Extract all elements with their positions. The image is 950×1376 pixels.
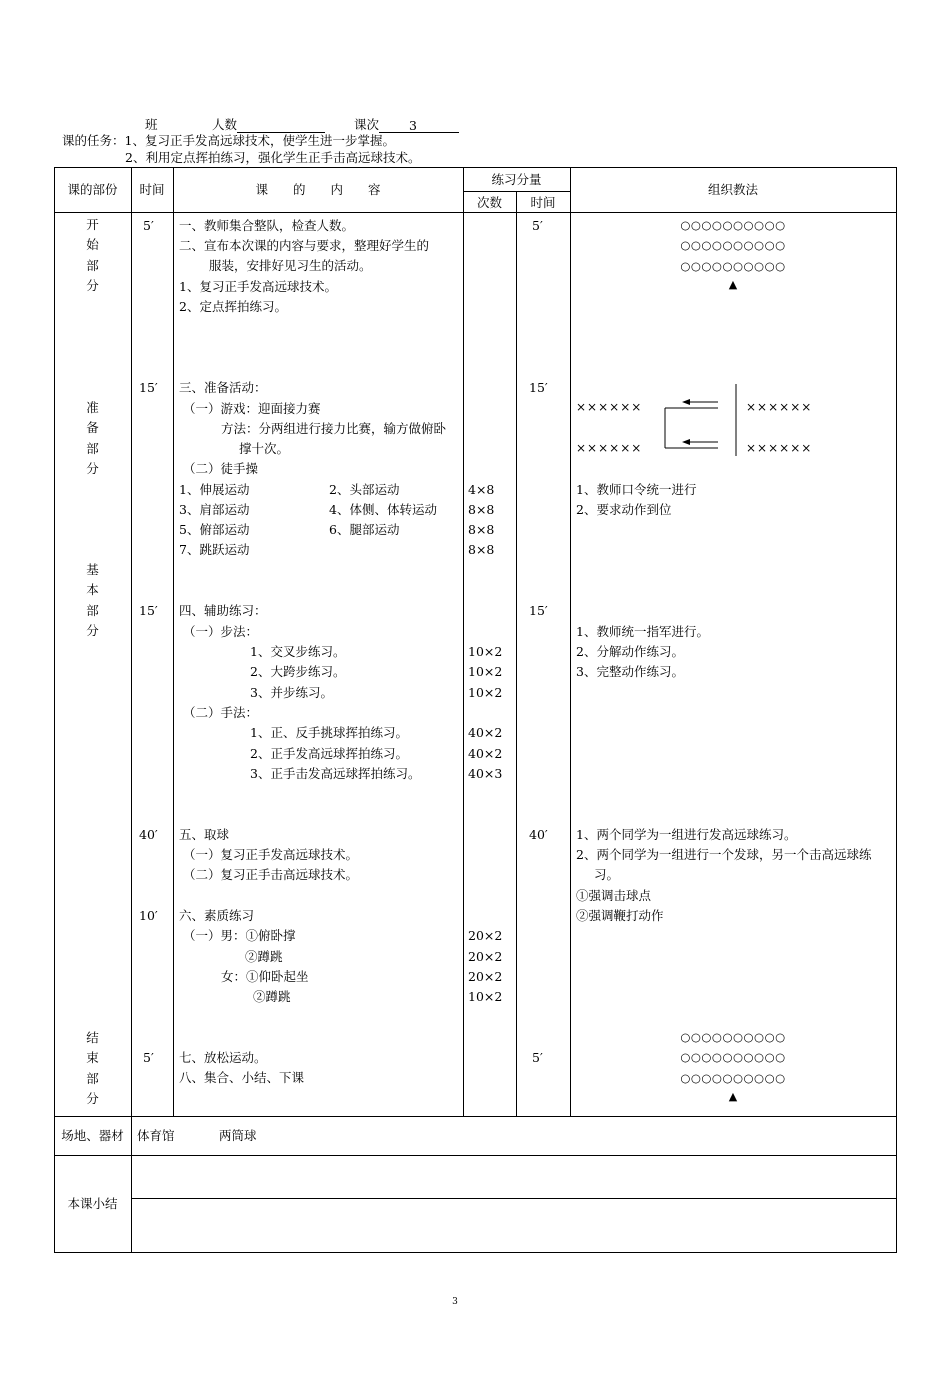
- content-line: 服装，安排好见习生的活动。: [209, 258, 372, 273]
- teacher-triangle-icon: ▲: [728, 1090, 738, 1103]
- time-col-border: [173, 167, 174, 1117]
- time-5: 10′: [139, 908, 158, 923]
- content-line: 2、正手发高远球挥拍练习。: [250, 746, 408, 761]
- header-duration: 时间: [530, 195, 556, 210]
- count-cell: 40×3: [468, 766, 503, 781]
- section-start-char: 分: [86, 278, 99, 294]
- count-cell: 10×2: [468, 644, 503, 659]
- content-line: 1、正、反手挑球挥拍练习。: [250, 725, 408, 740]
- task-item-1: 1、复习正手发高远球技术，使学生进一步掌握。: [124, 133, 395, 148]
- content-line: 4、体侧、体转运动: [329, 502, 437, 517]
- count-cell: 8×8: [468, 542, 495, 557]
- count-blank: [237, 118, 325, 133]
- section-end-char: 结: [86, 1030, 99, 1045]
- circle-row: ○○○○○○○○○○: [680, 218, 786, 232]
- section-start-char: 部: [86, 257, 99, 273]
- method-line: ①强调击球点: [576, 888, 652, 903]
- section-col-border: [131, 167, 132, 1253]
- formation-circles-bottom: [620, 1027, 846, 1088]
- duration-cell: 40′: [529, 827, 548, 842]
- method-line: 1、两个同学为一组进行发高远球练习。: [576, 827, 797, 842]
- task-item-2: 2、利用定点挥拍练习，强化学生正手击高远球技术。: [125, 150, 421, 165]
- content-line: 六、素质练习: [179, 908, 255, 923]
- header-count: 次数: [476, 195, 502, 210]
- content-line: 七、放松运动。: [179, 1050, 267, 1065]
- count-cell: 10×2: [468, 664, 503, 679]
- content-line: 2、大跨步练习。: [250, 664, 346, 679]
- class-label: 班: [145, 117, 158, 132]
- content-line: 1、交叉步练习。: [250, 644, 346, 659]
- summary-divider: [131, 1198, 897, 1199]
- duration-col-border: [570, 167, 571, 1117]
- circle-row: ○○○○○○○○○○: [680, 1030, 786, 1044]
- content-line: 2、定点挥拍练习。: [179, 299, 287, 314]
- content-line: 3、肩部运动: [179, 502, 250, 517]
- count-cell: 4×8: [468, 482, 495, 497]
- section-prepare-char: 备: [86, 420, 99, 436]
- count-label-text: 人数: [212, 117, 238, 132]
- section-basic-char: 分: [86, 623, 99, 639]
- duration-cell: 15′: [529, 603, 548, 618]
- content-line: 5、俯部运动: [179, 522, 250, 537]
- method-line: 习。: [594, 867, 620, 882]
- arrow-left-icon: [682, 399, 690, 405]
- body-bottom-border: [54, 1116, 897, 1117]
- lesson-number: [379, 118, 459, 133]
- content-line: 1、伸展运动: [179, 482, 250, 497]
- section-start: [54, 215, 131, 297]
- arrow-left-icon: [682, 439, 690, 445]
- section-start-char: 开: [86, 217, 99, 232]
- cross-row-right-2: ××××××: [746, 441, 813, 455]
- content-line: （一）复习正手发高远球技术。: [183, 847, 359, 862]
- circle-row: ○○○○○○○○○○: [680, 258, 786, 273]
- duration-cell: 5′: [532, 218, 543, 233]
- header-time: 时间: [139, 182, 165, 197]
- section-basic-char: 本: [86, 582, 99, 598]
- method-line: 2、两个同学为一组进行一个发球，另一个击高远球练: [576, 847, 872, 862]
- content-line: （二）手法：: [183, 705, 259, 720]
- content-line: 四、辅助练习：: [179, 603, 267, 618]
- duration-cell: 15′: [529, 380, 548, 395]
- section-basic-char: 基: [86, 562, 99, 577]
- section-prepare-char: 部: [86, 440, 99, 456]
- section-end-char: 分: [86, 1091, 99, 1107]
- section-end-char: 部: [86, 1070, 99, 1086]
- count-cell: 20×2: [468, 949, 503, 964]
- time-1: 5′: [143, 218, 154, 233]
- content-line: 7、跳跃运动: [179, 542, 250, 557]
- relay-diagram: [660, 384, 740, 458]
- count-cell: 40×2: [468, 746, 503, 761]
- section-basic-char: 部: [86, 602, 99, 618]
- method-line: 1、教师口令统一进行: [576, 482, 697, 497]
- method-line: 2、分解动作练习。: [576, 644, 684, 659]
- content-line: 1、复习正手发高远球技术。: [179, 279, 337, 294]
- content-line: ②蹲跳: [253, 989, 291, 1004]
- circle-row: ○○○○○○○○○○: [680, 1050, 786, 1065]
- content-line: 八、集合、小结、下课: [179, 1070, 305, 1085]
- count-cell: 20×2: [468, 969, 503, 984]
- content-line: （二）徒手操: [183, 461, 259, 476]
- content-col-border: [463, 167, 464, 1117]
- circle-row: ○○○○○○○○○○: [680, 238, 786, 253]
- section-end: [54, 1028, 131, 1110]
- time-2: 15′: [139, 380, 158, 395]
- teacher-triangle-icon: ▲: [728, 278, 738, 291]
- content-line: 三、准备活动：: [179, 380, 267, 395]
- page-number: 3: [452, 1297, 458, 1307]
- count-col-border: [516, 191, 517, 1117]
- time-6: 5′: [143, 1050, 154, 1065]
- header-amount: 练习分量: [491, 172, 542, 187]
- content-line: ②蹲跳: [245, 949, 283, 964]
- content-line: 6、腿部运动: [329, 522, 400, 537]
- content-line: 五、取球: [179, 827, 230, 842]
- table-right-border: [896, 167, 897, 1253]
- header-method: 组织教法: [707, 182, 758, 197]
- section-basic: [54, 560, 131, 642]
- time-3: 15′: [139, 603, 158, 618]
- equipment-value: 两筒球: [219, 1128, 257, 1143]
- count-label: [212, 115, 325, 133]
- count-cell: 20×2: [468, 928, 503, 943]
- table-top-border: [54, 167, 897, 168]
- task-line-1: [62, 133, 395, 148]
- formation-circles-top: [620, 215, 846, 276]
- header-bottom-border: [54, 212, 897, 213]
- content-line: 撑十次。: [239, 441, 290, 456]
- count-cell: 8×8: [468, 522, 495, 537]
- venue-label: 场地、器材: [61, 1128, 124, 1143]
- duration-cell: 5′: [532, 1050, 543, 1065]
- method-line: 3、完整动作练习。: [576, 664, 684, 679]
- task-label: 课的任务：: [62, 133, 125, 148]
- count-cell: 10×2: [468, 685, 503, 700]
- section-prepare: [54, 398, 131, 480]
- venue-value: 体育馆: [137, 1128, 175, 1143]
- lesson-label: [354, 115, 459, 133]
- content-line: 二、宣布本次课的内容与要求，整理好学生的: [179, 238, 430, 253]
- section-prepare-char: 分: [86, 461, 99, 477]
- table-bottom-border: [54, 1252, 897, 1253]
- circle-row: ○○○○○○○○○○: [680, 1070, 786, 1085]
- method-line: ②强调鞭打动作: [576, 908, 664, 923]
- summary-label: 本课小结: [67, 1196, 118, 1211]
- content-line: （一）男：①俯卧撑: [183, 928, 296, 943]
- method-line: 1、教师统一指军进行。: [576, 624, 709, 639]
- content-line: 3、并步练习。: [250, 685, 333, 700]
- content-line: （一）步法：: [183, 624, 259, 639]
- cross-row-right-1: ××××××: [746, 400, 813, 414]
- section-prepare-char: 准: [86, 400, 99, 415]
- content-line: 一、教师集合整队，检查人数。: [179, 218, 355, 233]
- count-cell: 8×8: [468, 502, 495, 517]
- content-line: 3、正手击发高远球挥拍练习。: [250, 766, 421, 781]
- content-line: 2、头部运动: [329, 482, 400, 497]
- method-line: 2、要求动作到位: [576, 502, 672, 517]
- header-content: 课 的 内 容: [255, 182, 381, 197]
- header-section: 课的部份: [67, 182, 118, 197]
- section-start-char: 始: [86, 237, 99, 253]
- content-line: 女：①仰卧起坐: [221, 969, 309, 984]
- venue-bottom-border: [54, 1155, 897, 1156]
- content-line: （二）复习正手击高远球技术。: [183, 867, 359, 882]
- lesson-number-value: 3: [409, 118, 417, 133]
- content-line: （一）游戏：迎面接力赛: [183, 401, 321, 416]
- cross-row-left-2: ××××××: [576, 441, 643, 455]
- cross-row-left-1: ××××××: [576, 400, 643, 414]
- time-4: 40′: [139, 827, 158, 842]
- count-cell: 40×2: [468, 725, 503, 740]
- section-end-char: 束: [86, 1050, 99, 1066]
- lesson-label-text: 课次: [354, 117, 380, 132]
- content-line: 方法：分两组进行接力比赛，输方做俯卧: [221, 421, 447, 436]
- count-cell: 10×2: [468, 989, 503, 1004]
